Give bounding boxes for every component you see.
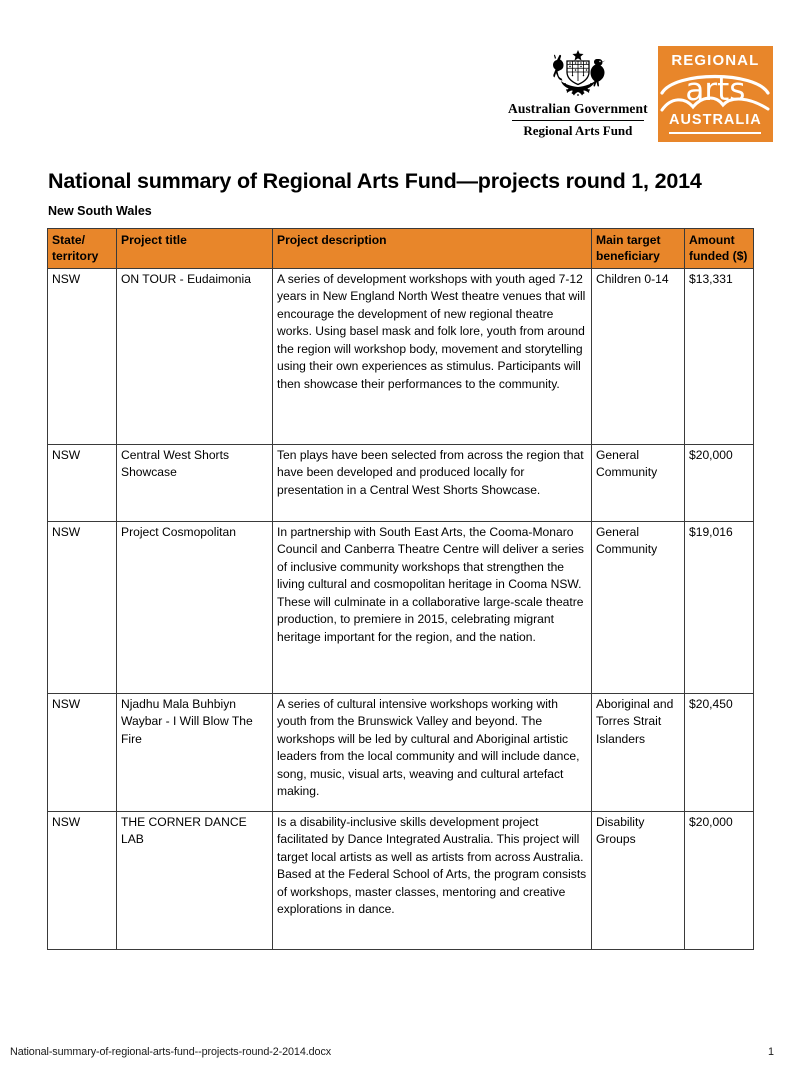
cell-beneficiary: Aboriginal and Torres Strait Islanders (592, 693, 685, 811)
raa-logo-top-text: REGIONAL (671, 52, 760, 69)
footer-page-number: 1 (767, 1046, 774, 1058)
cell-state: NSW (48, 811, 117, 949)
raa-logo-bottom-text: AUSTRALIA (668, 112, 762, 128)
section-heading-new-south-wales: New South Wales (48, 204, 152, 218)
column-header-project-title: Project title (117, 229, 273, 269)
cell-amount: $13,331 (685, 268, 754, 444)
cell-project-title: Project Cosmopolitan (117, 521, 273, 693)
cell-project-title: Njadhu Mala Buhbiyn Waybar - I Will Blow The Fire (117, 693, 273, 811)
table-row (48, 693, 754, 811)
cell-project-title: THE CORNER DANCE LAB (117, 811, 273, 949)
cell-amount: $19,016 (685, 521, 754, 693)
cell-beneficiary: General Community (592, 444, 685, 521)
cell-project-description: In partnership with South East Arts, the Cooma-Monaro Council and Canberra Theatre Centre will deliver a series of inclusive community workshops that strengthen the living cultural and cosmopolitan heritage in Cooma NSW. These will culminate in a collaborative large-scale theatre production, to premiere in 2015, celebrating migrant heritage important for the region, and the nation. (273, 521, 592, 693)
projects-table (47, 228, 754, 950)
table-header-row (48, 229, 754, 269)
table-row (48, 811, 754, 949)
government-logo-line1: Australian Government (508, 101, 648, 116)
cell-amount: $20,000 (685, 444, 754, 521)
regional-arts-australia-logo (658, 46, 773, 142)
column-header-beneficiary-line1: Main target (596, 233, 661, 247)
table-row (48, 268, 754, 444)
cell-state: NSW (48, 521, 117, 693)
cell-project-description: Ten plays have been selected from across the region that have been developed and produced locally for presentation in a Central West Shorts Showcase. (273, 444, 592, 521)
raa-logo-middle-text: arts (685, 72, 746, 108)
australian-government-logo (508, 46, 648, 139)
column-header-main-target-beneficiary (592, 229, 685, 269)
cell-amount: $20,450 (685, 693, 754, 811)
column-header-state-line2: territory (52, 249, 99, 264)
cell-beneficiary: Disability Groups (592, 811, 685, 949)
column-header-amount-line2: funded ($) (689, 249, 748, 264)
australian-coat-of-arms-icon (535, 48, 621, 100)
page-title: National summary of Regional Arts Fund—projects round 1, 2014 (48, 169, 702, 194)
column-header-amount-funded (685, 229, 754, 269)
cell-amount: $20,000 (685, 811, 754, 949)
cell-state: NSW (48, 444, 117, 521)
government-logo-rule (512, 120, 644, 122)
logo-band (508, 46, 773, 144)
column-header-state-territory (48, 229, 117, 269)
raa-logo-middle (659, 69, 771, 113)
column-header-state-line1: State/ (52, 233, 85, 247)
column-header-beneficiary-line2: beneficiary (596, 249, 660, 264)
cell-project-title: ON TOUR - Eudaimonia (117, 268, 273, 444)
cell-beneficiary: General Community (592, 521, 685, 693)
cell-project-description: A series of cultural intensive workshops working with youth from the Brunswick Valley and beyond. The workshops will be led by cultural and Aboriginal artistic leaders from the local community and will include dance, song, music, visual arts, weaving and cultural artefact making. (273, 693, 592, 811)
cell-state: NSW (48, 268, 117, 444)
cell-project-title: Central West Shorts Showcase (117, 444, 273, 521)
footer-filename: National-summary-of-regional-arts-fund--projects-round-2-2014.docx (10, 1046, 332, 1058)
cell-project-description: A series of development workshops with youth aged 7-12 years in New England North West theatre venues that will encourage the development of new regional theatre works. Using basel mask and folk lore, youth from around the region will workshop body, movement and storytelling using their own experiences as stimulus. Participants will then showcase their performances to the community. (273, 268, 592, 444)
cell-project-description: Is a disability-inclusive skills development project facilitated by Dance Integrated Australia. This project will target local artists as well as artists from across Australia. Based at the Federal School of Arts, the program consists of workshops, master classes, mentoring and creative explorations in dance. (273, 811, 592, 949)
column-header-amount-line1: Amount (689, 233, 735, 247)
column-header-project-description: Project description (273, 229, 592, 269)
government-logo-line2: Regional Arts Fund (523, 123, 633, 139)
cell-beneficiary: Children 0-14 (592, 268, 685, 444)
table-row (48, 444, 754, 521)
table-row (48, 521, 754, 693)
cell-state: NSW (48, 693, 117, 811)
page-footer (10, 1046, 790, 1058)
raa-logo-underline (669, 132, 761, 135)
